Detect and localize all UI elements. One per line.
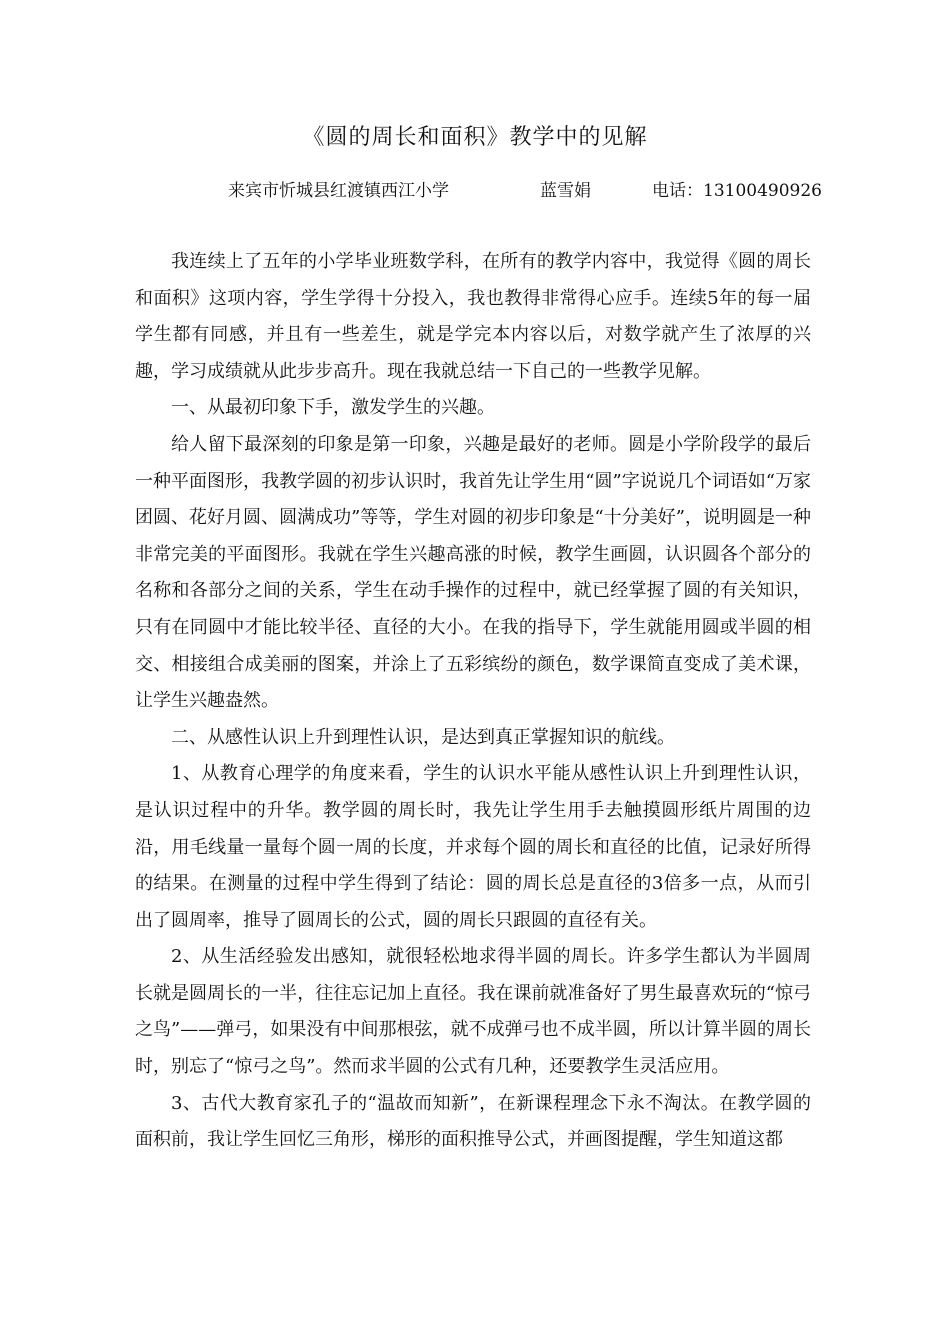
paragraph-intro: 我连续上了五年的小学毕业班数学科，在所有的教学内容中，我觉得《圆的周长和面积》这项内容，学生学得十分投入，我也教得非常得心应手。连续5年的每一届学生都有同感，并且有一些差生，就是学完本内容以后，对数学就产生了浓厚的兴趣，学习成绩就从此步步高升。现在我就总结一下自己的一些教学见解。	[135, 251, 811, 382]
section-heading-2: 二、从感性认识上升到理性认识，是达到真正掌握知识的航线。	[171, 726, 675, 748]
paragraph-section-1: 给人留下最深刻的印象是第一印象，兴趣是最好的老师。圆是小学阶段学的最后一种平面图形，我教学圆的初步认识时，我首先让学生用“圆”字说说几个词语如“万家团圆、花好月圆、圆满成功”等等，学生对圆的初步印象是“十分美好”，说明圆是一种非常完美的平面图形。我就在学生兴趣高涨的时候，教学生画圆，认识圆各个部分的名称和各部分之间的关系，学生在动手操作的过程中，就已经掌握了圆的有关知识，只有在同圆中才能比较半径、直径的大小。在我的指导下，学生就能用圆或半圆的相交、相接组合成美丽的图案，并涂上了五彩缤纷的颜色，数学课简直变成了美术课，让学生兴趣盎然。	[135, 433, 811, 712]
school-name: 来宾市忻城县红渡镇西江小学	[228, 181, 449, 201]
section-heading-1: 一、从最初印象下手，激发学生的兴趣。	[171, 397, 495, 419]
phone-number: 电话：13100490926	[652, 181, 822, 201]
paragraph-point-1: 1、从教育心理学的角度来看，学生的认识水平能从感性认识上升到理性认识，是认识过程中的升华。教学圆的周长时，我先让学生用手去触摸圆形纸片周围的边沿，用毛线量一量每个圆一周的长度，并求每个圆的周长和直径的比值，记录好所得的结果。在测量的过程中学生得到了结论：圆的周长总是直径的3倍多一点，从而引出了圆周率，推导了圆周长的公式，圆的周长只跟圆的直径有关。	[135, 763, 811, 931]
document-body	[135, 244, 811, 1159]
paragraph-point-3: 3、古代大教育家孔子的“温故而知新”，在新课程理念下永不淘汰。在教学圆的面积前，我让学生回忆三角形，梯形的面积推导公式，并画图提醒，学生知道这都	[135, 1092, 811, 1151]
paragraph-point-2: 2、从生活经验发出感知，就很轻松地求得半圆的周长。许多学生都认为半圆周长就是圆周长的一半，往往忘记加上直径。我在课前就准备好了男生最喜欢玩的“惊弓之鸟”——弹弓，如果没有中间那根弦，就不成弹弓也不成半圆，所以计算半圆的周长时，别忘了“惊弓之鸟”。然而求半圆的公式有几种，还要教学生灵活应用。	[135, 946, 811, 1078]
author-name: 蓝雪娟	[540, 181, 591, 201]
author-info	[228, 176, 848, 200]
document-title: 《圆的周长和面积》教学中的见解	[302, 125, 648, 150]
